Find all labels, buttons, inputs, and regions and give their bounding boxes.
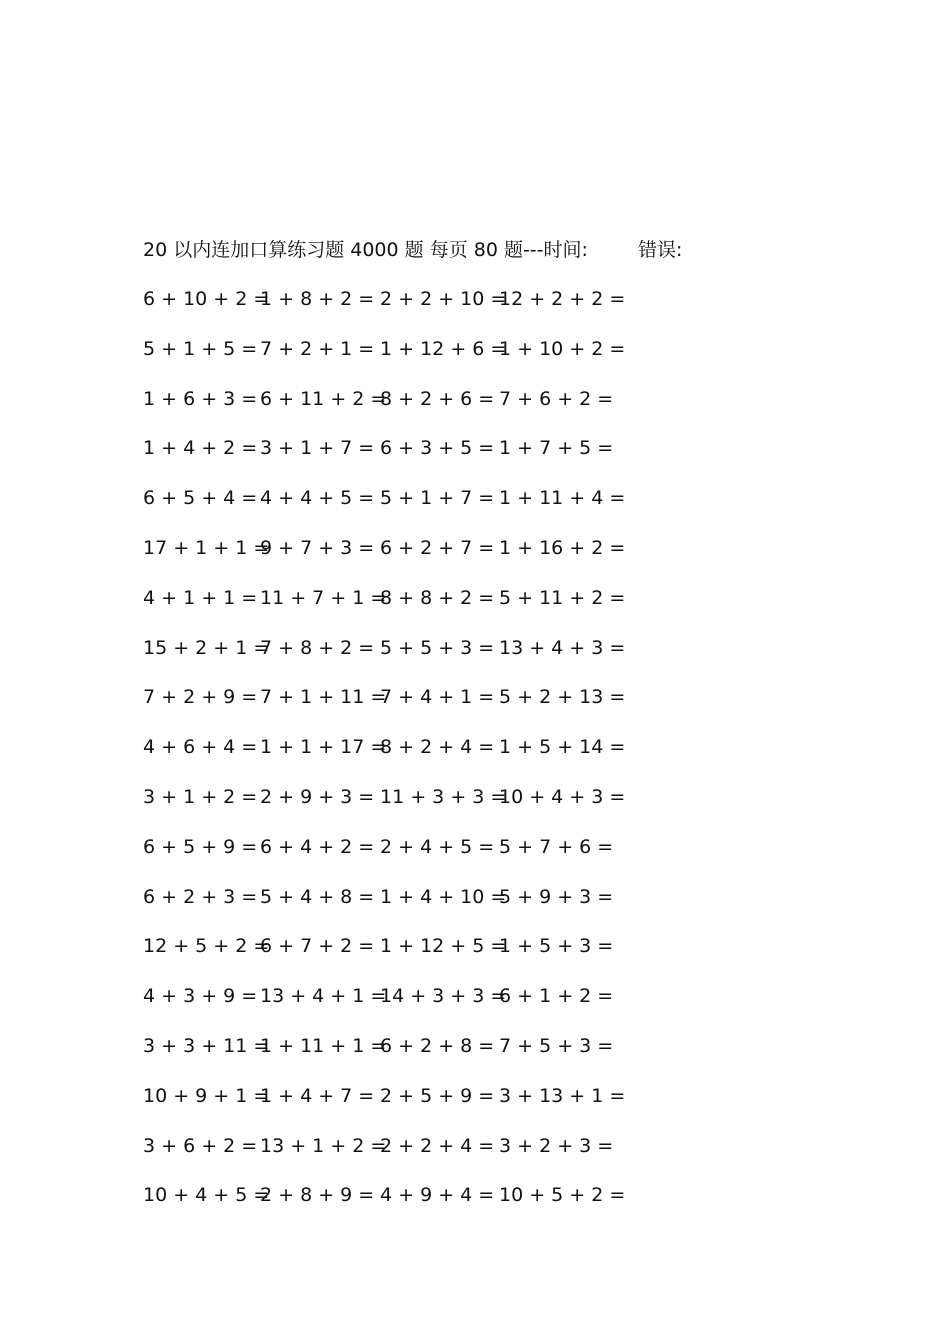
problem-item: 13 + 1 + 2 = [260, 1134, 387, 1157]
problem-item: 12 + 5 + 2 = [143, 935, 270, 958]
problem-item: 3 + 1 + 7 = [260, 437, 375, 460]
worksheet-header [143, 236, 683, 264]
problem-item: 10 + 4 + 3 = [499, 785, 626, 808]
problem-item: 2 + 4 + 5 = [380, 835, 495, 858]
problem-item: 8 + 8 + 2 = [380, 586, 495, 609]
worksheet-title: 20 以内连加口算练习题 4000 题 每页 80 题---时间: [143, 239, 588, 261]
problem-item: 3 + 6 + 2 = [143, 1134, 258, 1157]
problem-item: 9 + 7 + 3 = [260, 536, 375, 559]
problem-item: 3 + 2 + 3 = [499, 1134, 614, 1157]
problem-item: 5 + 9 + 3 = [499, 885, 614, 908]
problem-item: 7 + 6 + 2 = [499, 387, 614, 410]
problem-item: 1 + 6 + 3 = [143, 387, 258, 410]
problem-item: 6 + 5 + 9 = [143, 835, 258, 858]
problem-item: 10 + 9 + 1 = [143, 1084, 270, 1107]
problem-item: 5 + 4 + 8 = [260, 885, 375, 908]
problem-item: 4 + 9 + 4 = [380, 1184, 495, 1207]
problem-item: 6 + 7 + 2 = [260, 935, 375, 958]
problem-item: 8 + 2 + 4 = [380, 736, 495, 759]
problem-item: 5 + 2 + 13 = [499, 686, 626, 709]
problem-item: 11 + 3 + 3 = [380, 785, 507, 808]
problem-item: 3 + 13 + 1 = [499, 1084, 626, 1107]
problem-item: 6 + 2 + 8 = [380, 1034, 495, 1057]
problem-item: 7 + 8 + 2 = [260, 636, 375, 659]
problem-item: 13 + 4 + 3 = [499, 636, 626, 659]
problem-item: 1 + 12 + 5 = [380, 935, 507, 958]
problem-item: 2 + 5 + 9 = [380, 1084, 495, 1107]
error-count-label: 错误: [638, 239, 683, 261]
problem-item: 6 + 5 + 4 = [143, 487, 258, 510]
problem-item: 6 + 3 + 5 = [380, 437, 495, 460]
problem-item: 1 + 7 + 5 = [499, 437, 614, 460]
problem-item: 7 + 5 + 3 = [499, 1034, 614, 1057]
problem-item: 6 + 2 + 7 = [380, 536, 495, 559]
problem-item: 5 + 11 + 2 = [499, 586, 626, 609]
problem-item: 5 + 1 + 7 = [380, 487, 495, 510]
problem-item: 4 + 6 + 4 = [143, 736, 258, 759]
problem-item: 2 + 2 + 10 = [380, 288, 507, 310]
problem-item: 3 + 1 + 2 = [143, 785, 258, 808]
problem-item: 4 + 3 + 9 = [143, 985, 258, 1008]
problem-item: 12 + 2 + 2 = [499, 288, 626, 310]
problem-item: 5 + 5 + 3 = [380, 636, 495, 659]
problem-item: 7 + 1 + 11 = [260, 686, 387, 709]
problem-item: 1 + 12 + 6 = [380, 337, 507, 360]
problem-item: 1 + 16 + 2 = [499, 536, 626, 559]
problem-item: 2 + 8 + 9 = [260, 1184, 375, 1207]
problem-item: 1 + 4 + 10 = [380, 885, 507, 908]
problem-item: 6 + 11 + 2 = [260, 387, 387, 410]
problem-item: 1 + 4 + 7 = [260, 1084, 375, 1107]
problem-item: 15 + 2 + 1 = [143, 636, 270, 659]
problem-item: 13 + 4 + 1 = [260, 985, 387, 1008]
problem-item: 17 + 1 + 1 = [143, 536, 270, 559]
problem-item: 3 + 3 + 11 = [143, 1034, 270, 1057]
problem-item: 1 + 4 + 2 = [143, 437, 258, 460]
problem-item: 7 + 2 + 1 = [260, 337, 375, 360]
problem-item: 8 + 2 + 6 = [380, 387, 495, 410]
problem-item: 6 + 4 + 2 = [260, 835, 375, 858]
problem-item: 1 + 5 + 14 = [499, 736, 626, 759]
problem-item: 2 + 2 + 4 = [380, 1134, 495, 1157]
problem-item: 5 + 1 + 5 = [143, 337, 258, 360]
problem-item: 14 + 3 + 3 = [380, 985, 507, 1008]
problem-item: 1 + 10 + 2 = [499, 337, 626, 360]
problem-item: 4 + 1 + 1 = [143, 586, 258, 609]
problem-item: 11 + 7 + 1 = [260, 586, 387, 609]
problem-item: 1 + 5 + 3 = [499, 935, 614, 958]
problem-item: 6 + 10 + 2 = [143, 288, 270, 310]
problem-item: 1 + 8 + 2 = [260, 288, 375, 310]
problem-item: 4 + 4 + 5 = [260, 487, 375, 510]
problem-item: 6 + 1 + 2 = [499, 985, 614, 1008]
problem-item: 1 + 11 + 1 = [260, 1034, 387, 1057]
problem-item: 10 + 4 + 5 = [143, 1184, 270, 1207]
problem-item: 6 + 2 + 3 = [143, 885, 258, 908]
problem-item: 1 + 11 + 4 = [499, 487, 626, 510]
problem-item: 10 + 5 + 2 = [499, 1184, 626, 1207]
problem-item: 5 + 7 + 6 = [499, 835, 614, 858]
problem-item: 7 + 2 + 9 = [143, 686, 258, 709]
problem-item: 1 + 1 + 17 = [260, 736, 387, 759]
problem-item: 2 + 9 + 3 = [260, 785, 375, 808]
problem-item: 7 + 4 + 1 = [380, 686, 495, 709]
